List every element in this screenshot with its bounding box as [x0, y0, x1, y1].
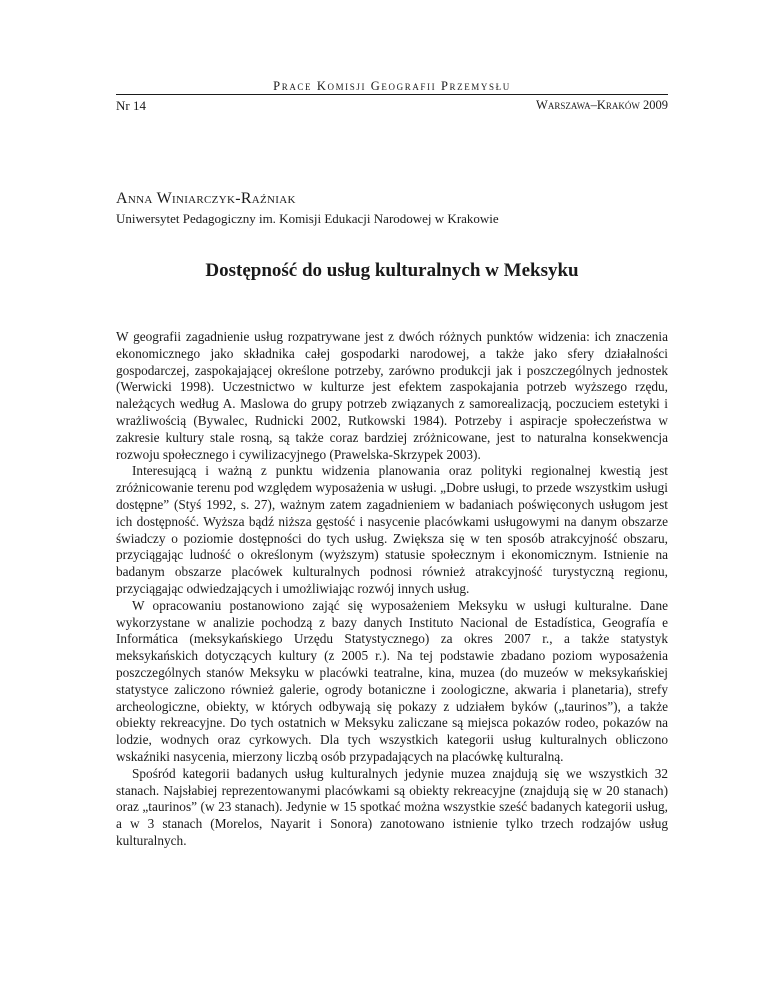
author-name: Anna Winiarczyk-Raźniak: [116, 190, 296, 207]
paragraph-2: Interesującą i ważną z punktu widzenia planowania oraz polityki regionalnej kwestią jest zróżnicowanie terenu pod względem wyposażenia w usługi. „Dobre usługi, to przede wszystkim usługi dostępne” (Styś 1992, s. 27), ważnym zatem zagadnieniem w badaniach poświęconych usługom jest ich dostępność. Wyższa bądź niższa gęstość i nasycenie placówkami usługowymi na danym obszarze świadczy o poziomie dostępności do tych usług. Zwiększa się w ten sposób atrakcyjność obszaru, przyciągając ludność o określonym (wyższym) statusie społecznym i ekonomicznym. Istnienie na badanym obszarze placówek kulturalnych podnosi również atrakcyjność turystyczną regionu, przyciągając odwiedzających i umożliwiając rozwój innych usług.: [116, 463, 668, 596]
header-rule: [116, 94, 668, 95]
article-title: Dostępność do usług kulturalnych w Meksyku: [205, 260, 579, 281]
paragraph-3: W opracowaniu postanowiono zająć się wyposażeniem Meksyku w usługi kulturalne. Dane wykorzystane w analizie pochodzą z bazy danych Instituto Nacional de Estadística, Geografía e Informática (meksykańskiego Urzędu Statystycznego) za okres 2007 r., a także statystyk meksykańskich dotyczących kultury (z 2005 r.). Na tej podstawie zbadano poziom wyposażenia poszczególnych stanów Meksyku w placówki teatralne, kina, muzea (do muzeów w meksykańskiej statystyce zaliczono również galerie, ogrody botaniczne i zoologiczne, akwaria i planetaria), strefy archeologiczne, obiekty, w których odbywają się pokazy z udziałem byków („taurinos”), a także obiekty rekreacyjne. Do tych ostatnich w Meksyku zaliczane są miejsca pokazów rodeo, pokazów na lodzie, wodnych oraz cyrkowych. Dla tych wszystkich kategorii usług kulturalnych obliczono wskaźniki nasycenia, mierzony liczbą osób przypadających na placówkę kulturalną.: [116, 597, 668, 764]
journal-title: Prace Komisji Geografii Przemysłu: [273, 79, 511, 93]
article-body: [116, 329, 668, 850]
issue-number: Nr 14: [116, 98, 146, 113]
author-affiliation: Uniwersytet Pedagogiczny im. Komisji Edukacji Narodowej w Krakowie: [116, 211, 499, 226]
paragraph-1: W geografii zagadnienie usług rozpatrywane jest z dwóch różnych punktów widzenia: ich znaczenia ekonomicznego jako składnika całej gospodarki narodowej, a także jako sfery działalności gospodarczej, zaspokajającej określone potrzeby, zarówno produkcji jak i poszczególnych jednostek (Werwicki 1998). Uczestnictwo w kulturze jest efektem zaspokajania potrzeb wyższego rzędu, należących według A. Maslowa do grupy potrzeb związanych z samorealizacją, poczuciem estetyki i wrażliwością (Bywalec, Rudnicki 2002, Rutkowski 1984). Potrzeby i aspiracje społeczeństwa w zakresie kultury stale rosną, są także coraz bardziej zróżnicowane, jest to naturalna konsekwencja rozwoju społecznego i cywilizacyjnego (Prawelska-Skrzypek 2003).: [116, 329, 668, 462]
paragraph-4: Spośród kategorii badanych usług kulturalnych jedynie muzea znajdują się we wszystkich 32 stanach. Najsłabiej reprezentowanymi placówkami są obiekty rekreacyjne (znajdują się w 20 stanach) oraz „taurinos” (w 23 stanach). Jedynie w 15 spotkać można wszystkie sześć badanych kategorii usług, a w 3 stanach (Morelos, Nayarit i Sonora) zanotowano istnienie tylko trzech rodzajów usług kulturalnych.: [116, 765, 668, 848]
publication-place-year: Warszawa–Kraków 2009: [536, 98, 668, 112]
